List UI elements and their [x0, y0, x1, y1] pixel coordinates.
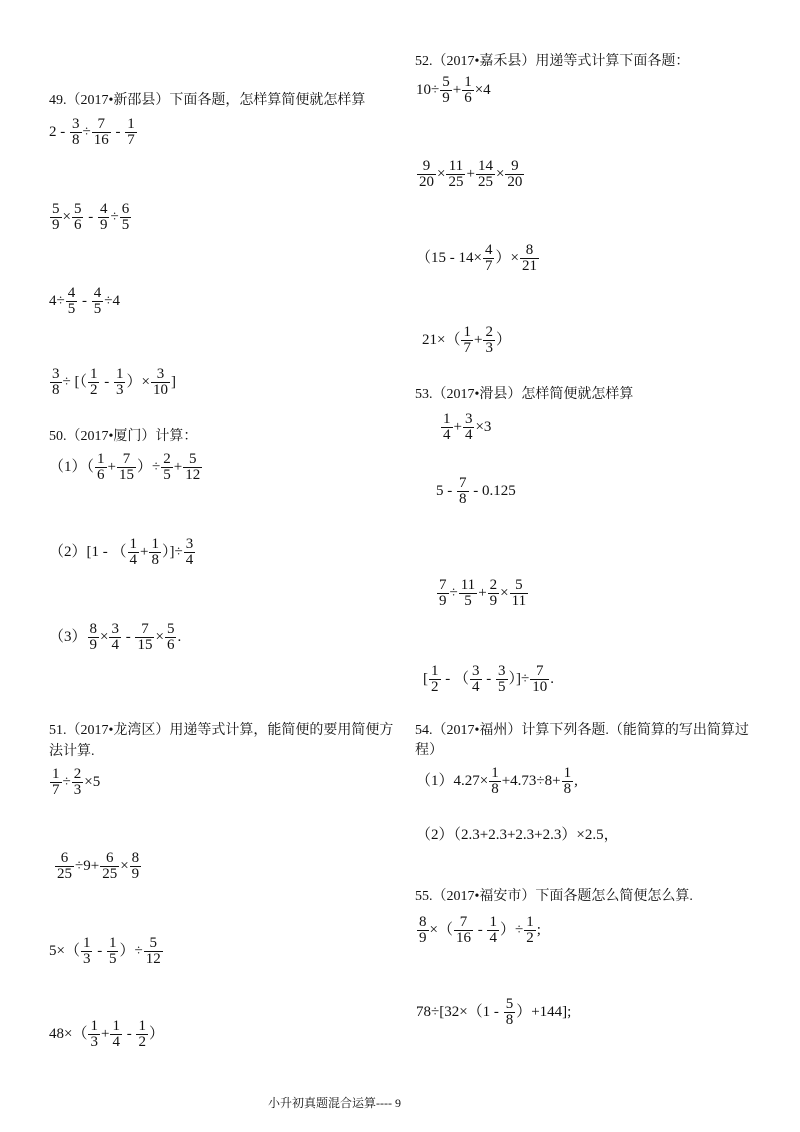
expression-text: - 0.125: [469, 482, 516, 499]
expression-text: ÷: [62, 773, 71, 790]
fraction-numerator: 5: [144, 936, 163, 952]
fraction: [459, 578, 477, 609]
fraction-denominator: 7: [127, 132, 135, 148]
problem-55-expression-2: [416, 997, 571, 1028]
fraction-denominator: 15: [137, 637, 153, 653]
problem-50-expression-1: [49, 452, 203, 483]
fraction: [109, 622, 121, 653]
expression-text: ÷: [110, 208, 119, 225]
fraction-numerator: 1: [464, 74, 472, 90]
fraction-numerator: 3: [498, 663, 506, 679]
fraction: [489, 766, 501, 797]
problem-54-heading-line-2: 程）: [415, 743, 443, 758]
fraction: [441, 412, 453, 443]
fraction-denominator: 3: [90, 1034, 98, 1050]
fraction-numerator: 8: [520, 243, 539, 259]
fraction: [55, 851, 74, 882]
fraction-denominator: 8: [72, 132, 80, 148]
fraction: [114, 367, 126, 398]
expression-text: -: [121, 628, 135, 645]
fraction-numerator: 5: [52, 201, 60, 217]
expression-text: +: [100, 1025, 110, 1042]
expression-text: （3）: [49, 628, 87, 645]
fraction-denominator: 3: [82, 951, 91, 967]
fraction: [95, 452, 107, 483]
problem-49-expression-2: [49, 202, 132, 233]
problem-55-expression-1: [416, 915, 541, 946]
fraction: [92, 286, 104, 317]
fraction: [437, 578, 449, 609]
expression-text: +: [173, 458, 183, 475]
fraction-numerator: 1: [138, 1018, 146, 1034]
fraction: [88, 367, 100, 398]
fraction: [72, 202, 84, 233]
fraction-denominator: 7: [484, 258, 493, 274]
expression-text: 21×（: [422, 331, 461, 348]
expression-text: -: [84, 208, 97, 225]
fraction-numerator: 7: [92, 117, 111, 133]
fraction-numerator: 1: [491, 765, 499, 781]
fraction-denominator: 10: [532, 679, 548, 695]
fraction: [520, 243, 539, 274]
fraction: [470, 664, 482, 695]
fraction-numerator: 1: [463, 324, 471, 340]
expression-text: ×: [437, 165, 446, 182]
fraction-denominator: 16: [455, 930, 471, 946]
problem-49-expression-3: [49, 286, 120, 317]
expression-text: ×3: [475, 418, 492, 435]
problem-54-heading-line-1: 54.（2017•福州）计算下列各题.（能简算的写出简算过: [415, 723, 749, 738]
fraction: [496, 664, 508, 695]
fraction: [510, 578, 528, 609]
fraction: [161, 452, 173, 483]
fraction-numerator: 6: [121, 201, 130, 217]
expression-text: ×: [100, 628, 109, 645]
fraction-numerator: 1: [563, 765, 572, 781]
fraction-denominator: 9: [99, 217, 108, 233]
fraction-numerator: 1: [112, 1018, 120, 1034]
problem-49-expression-4: [49, 367, 176, 398]
fraction-denominator: 6: [73, 217, 82, 233]
expression-text: 78÷[32×（1 -: [416, 1003, 503, 1020]
fraction-denominator: 20: [419, 174, 434, 190]
fraction-numerator: 7: [459, 475, 467, 491]
problem-52-expression-3: [416, 243, 540, 274]
fraction-numerator: 1: [151, 536, 159, 552]
fraction-numerator: 4: [484, 242, 493, 258]
expression-text: 10÷: [416, 81, 440, 98]
fraction: [504, 997, 516, 1028]
fraction-denominator: 4: [472, 679, 480, 695]
fraction-numerator: 3: [111, 621, 119, 637]
fraction-numerator: 3: [464, 411, 473, 427]
fraction-denominator: 2: [89, 382, 98, 398]
fraction: [72, 767, 84, 798]
expression-text: （2）[1 - （: [49, 543, 127, 560]
fraction-denominator: 4: [443, 427, 451, 443]
fraction: [130, 851, 142, 882]
expression-text: ×4: [474, 81, 491, 98]
fraction-numerator: 14: [477, 158, 493, 174]
fraction: [440, 75, 452, 106]
fraction-numerator: 7: [135, 622, 154, 638]
expression-text: -: [482, 670, 495, 687]
expression-text: ×5: [84, 773, 101, 790]
fraction-numerator: 1: [90, 1018, 98, 1034]
fraction-numerator: 1: [127, 116, 135, 132]
fraction: [462, 75, 474, 106]
fraction-numerator: 1: [489, 914, 497, 930]
page-footer: 小升初真题混合运算---- 9: [268, 1096, 401, 1110]
expression-text: +: [473, 331, 483, 348]
problem-54-expression-2: [416, 827, 619, 844]
fraction-numerator: 2: [73, 766, 82, 782]
expression-text: ×（: [429, 921, 453, 938]
fraction-denominator: 8: [491, 781, 499, 797]
fraction: [144, 936, 163, 967]
expression-text: ×: [155, 628, 164, 645]
fraction: [463, 412, 475, 443]
expression-text: ）÷: [119, 942, 143, 959]
fraction-denominator: 15: [118, 467, 134, 483]
fraction-denominator: 4: [111, 637, 119, 653]
fraction-denominator: 3: [115, 382, 124, 398]
fraction: [505, 159, 524, 190]
fraction: [70, 117, 82, 148]
fraction-numerator: 1: [115, 366, 124, 382]
fraction-numerator: 11: [446, 159, 465, 175]
fraction: [488, 578, 500, 609]
fraction-numerator: 8: [89, 621, 98, 637]
expression-text: .: [177, 628, 182, 645]
fraction: [487, 915, 499, 946]
fraction-denominator: 4: [112, 1034, 120, 1050]
fraction-numerator: 8: [131, 850, 140, 866]
problem-53-heading: 53.（2017•滑县）怎样简便就怎样算: [415, 387, 634, 402]
fraction-numerator: 4: [93, 285, 102, 301]
fraction-denominator: 5: [93, 301, 102, 317]
expression-text: ×: [500, 584, 509, 601]
problem-53-expression-1: [440, 412, 491, 443]
fraction-numerator: 3: [472, 663, 480, 679]
fraction: [562, 766, 574, 797]
fraction-denominator: 7: [463, 340, 471, 356]
fraction: [457, 476, 469, 507]
fraction-denominator: 5: [498, 679, 506, 695]
fraction: [183, 452, 202, 483]
fraction: [184, 537, 196, 568]
problem-50-expression-2: [49, 537, 196, 568]
fraction: [151, 367, 170, 398]
problem-49-expression-1: [49, 117, 138, 148]
fraction-denominator: 9: [419, 930, 427, 946]
fraction: [50, 767, 62, 798]
fraction-denominator: 8: [563, 781, 572, 797]
fraction-numerator: 1: [52, 766, 60, 782]
fraction-denominator: 5: [108, 951, 117, 967]
fraction-denominator: 3: [485, 340, 493, 356]
fraction-denominator: 2: [431, 679, 439, 695]
fraction-denominator: 9: [439, 593, 447, 609]
fraction-denominator: 6: [464, 90, 472, 106]
expression-text: 2 -: [49, 123, 69, 140]
problem-50-heading: 50.（2017•厦门）计算：: [49, 429, 198, 444]
fraction-numerator: 1: [89, 366, 98, 382]
fraction-denominator: 6: [97, 467, 105, 483]
problem-51-expression-2: [54, 851, 142, 882]
fraction: [100, 851, 119, 882]
expression-text: +: [478, 584, 487, 601]
problem-49-heading: 49.（2017•新邵县）下面各题，怎样算简便就怎样算: [49, 93, 366, 108]
expression-text: -: [93, 942, 106, 959]
fraction-numerator: 3: [52, 366, 60, 382]
fraction-denominator: 8: [505, 1012, 514, 1028]
problem-52-expression-4: [422, 325, 511, 356]
fraction-numerator: 6: [100, 851, 119, 867]
expression-text: +: [107, 458, 116, 475]
fraction: [483, 325, 495, 356]
fraction: [120, 202, 132, 233]
fraction-numerator: 2: [163, 451, 171, 467]
fraction-denominator: 11: [511, 593, 527, 609]
expression-text: （2）（2.3+2.3+2.3+2.3）×2.5，: [416, 827, 619, 843]
fraction-denominator: 25: [477, 174, 493, 190]
fraction-denominator: 10: [152, 382, 168, 398]
expression-text: +4.73÷8+: [501, 772, 561, 789]
expression-text: -: [122, 1025, 136, 1042]
fraction-denominator: 8: [52, 382, 60, 398]
fraction: [135, 622, 154, 653]
fraction-numerator: 1: [431, 663, 439, 679]
fraction: [128, 537, 140, 568]
fraction: [50, 202, 62, 233]
fraction: [136, 1019, 148, 1050]
expression-text: ）]÷: [508, 670, 530, 687]
fraction-numerator: 11: [460, 577, 476, 593]
fraction-numerator: 7: [530, 664, 549, 680]
expression-text: - （: [441, 670, 469, 687]
expression-text: （1）4.27×: [416, 772, 489, 789]
expression-text: ）×: [126, 373, 150, 390]
fraction-denominator: 12: [185, 467, 201, 483]
fraction: [530, 664, 549, 695]
problem-51-expression-3: [49, 936, 164, 967]
fraction: [165, 622, 177, 653]
expression-text: ÷ [（: [62, 373, 87, 390]
fraction: [476, 159, 495, 190]
expression-text: 48×（: [49, 1025, 88, 1042]
fraction-numerator: 3: [72, 116, 80, 132]
fraction-denominator: 4: [464, 427, 473, 443]
fraction-numerator: 4: [67, 285, 76, 301]
fraction-denominator: 8: [151, 552, 159, 568]
problem-51-expression-4: [49, 1019, 164, 1050]
expression-text: ]: [170, 373, 176, 390]
fraction-denominator: 12: [145, 951, 161, 967]
fraction-numerator: 9: [417, 159, 436, 175]
expression-text: ）+144];: [516, 1003, 572, 1020]
expression-text: ÷4: [104, 292, 120, 309]
fraction-numerator: 1: [97, 451, 105, 467]
expression-text: ）: [148, 1025, 164, 1042]
fraction: [417, 159, 436, 190]
problem-52-expression-2: [416, 159, 525, 190]
fraction-numerator: 5: [510, 578, 528, 594]
expression-text: -: [78, 292, 91, 309]
expression-text: [: [423, 670, 428, 687]
expression-text: ;: [536, 921, 541, 938]
fraction-numerator: 7: [439, 577, 447, 593]
fraction-numerator: 5: [166, 621, 175, 637]
fraction-numerator: 5: [442, 74, 450, 90]
fraction: [50, 367, 62, 398]
fraction-numerator: 2: [489, 577, 498, 593]
expression-text: ×: [62, 208, 71, 225]
fraction: [417, 915, 429, 946]
problem-53-expression-2: [436, 476, 516, 507]
fraction-numerator: 1: [129, 536, 137, 552]
expression-text: +: [453, 418, 462, 435]
fraction: [110, 1019, 122, 1050]
fraction-denominator: 9: [442, 90, 450, 106]
problem-52-heading: 52.（2017•嘉禾县）用递等式计算下面各题：: [415, 54, 690, 69]
fraction-denominator: 5: [121, 217, 130, 233]
fraction: [454, 915, 473, 946]
expression-text: ）]÷: [161, 543, 183, 560]
fraction: [429, 664, 441, 695]
fraction-denominator: 16: [93, 132, 109, 148]
fraction-denominator: 9: [89, 637, 98, 653]
expression-text: ÷9+: [75, 857, 100, 874]
fraction: [149, 537, 161, 568]
expression-text: -: [100, 373, 113, 390]
fraction-denominator: 4: [129, 552, 137, 568]
expression-text: 5 -: [436, 482, 456, 499]
expression-text: （1）（: [49, 458, 95, 475]
fraction-denominator: 4: [185, 552, 194, 568]
problem-54-expression-1: [416, 766, 578, 797]
problem-51-heading-line-1: 51.（2017•龙湾区）用递等式计算，能简便的要用简便方: [49, 723, 394, 738]
fraction-denominator: 9: [131, 866, 140, 882]
fraction: [92, 117, 111, 148]
expression-text: -: [111, 123, 125, 140]
fraction-numerator: 3: [185, 536, 194, 552]
fraction-denominator: 6: [166, 637, 175, 653]
expression-text: ）: [495, 331, 511, 348]
fraction-numerator: 5: [505, 996, 514, 1012]
expression-text: ）×: [495, 249, 519, 266]
fraction-numerator: 9: [505, 159, 524, 175]
problem-51-heading-line-2: 法计算.: [49, 744, 95, 759]
expression-text: ×: [120, 857, 129, 874]
expression-text: .: [550, 670, 554, 687]
problem-53-expression-3: [436, 578, 529, 609]
fraction-denominator: 9: [52, 217, 60, 233]
fraction: [446, 159, 465, 190]
fraction-numerator: 5: [73, 201, 82, 217]
fraction: [524, 915, 536, 946]
fraction: [81, 936, 93, 967]
fraction: [88, 1019, 100, 1050]
expression-text: ÷: [449, 584, 458, 601]
fraction-denominator: 2: [526, 930, 534, 946]
expression-text: ÷: [82, 123, 91, 140]
fraction-denominator: 21: [521, 258, 537, 274]
fraction-denominator: 5: [67, 301, 76, 317]
fraction-denominator: 25: [448, 174, 464, 190]
fraction-numerator: 2: [485, 324, 493, 340]
expression-text: +: [452, 81, 462, 98]
fraction-denominator: 7: [52, 782, 60, 798]
fraction: [117, 452, 136, 483]
fraction: [66, 286, 78, 317]
fraction: [107, 936, 119, 967]
problem-52-expression-1: [416, 75, 491, 106]
fraction: [483, 243, 495, 274]
expression-text: （15 - 14×: [416, 249, 482, 266]
expression-text: ×: [495, 165, 505, 182]
problem-53-expression-4: [423, 664, 554, 695]
expression-text: ）÷: [136, 458, 161, 475]
fraction-numerator: 4: [99, 201, 108, 217]
fraction-denominator: 3: [73, 782, 82, 798]
fraction-denominator: 25: [102, 866, 118, 882]
fraction: [461, 325, 473, 356]
fraction-denominator: 20: [507, 174, 523, 190]
problem-51-expression-1: [49, 767, 100, 798]
fraction-numerator: 1: [82, 935, 91, 951]
fraction-numerator: 7: [117, 452, 136, 468]
expression-text: +: [140, 543, 149, 560]
expression-text: 5×（: [49, 942, 80, 959]
expression-text: ）÷: [499, 921, 524, 938]
fraction-denominator: 8: [459, 491, 467, 507]
fraction-numerator: 5: [183, 452, 202, 468]
fraction-numerator: 3: [151, 367, 170, 383]
fraction-numerator: 1: [443, 411, 451, 427]
fraction-denominator: 5: [464, 593, 472, 609]
fraction-denominator: 25: [57, 866, 72, 882]
expression-text: -: [473, 921, 487, 938]
problem-50-expression-3: [49, 622, 181, 653]
fraction-denominator: 9: [489, 593, 498, 609]
fraction-numerator: 1: [526, 914, 534, 930]
expression-text: +: [466, 165, 475, 182]
fraction-numerator: 6: [55, 851, 74, 867]
fraction-denominator: 5: [163, 467, 171, 483]
fraction: [88, 622, 100, 653]
fraction-numerator: 8: [419, 914, 427, 930]
fraction-denominator: 4: [489, 930, 497, 946]
fraction-numerator: 7: [454, 915, 473, 931]
fraction: [98, 202, 110, 233]
fraction: [125, 117, 137, 148]
fraction-numerator: 1: [108, 935, 117, 951]
fraction-denominator: 2: [138, 1034, 146, 1050]
expression-text: 4÷: [49, 292, 65, 309]
expression-text: ,: [574, 772, 578, 789]
problem-55-heading: 55.（2017•福安市）下面各题怎么简便怎么算.: [415, 889, 693, 904]
